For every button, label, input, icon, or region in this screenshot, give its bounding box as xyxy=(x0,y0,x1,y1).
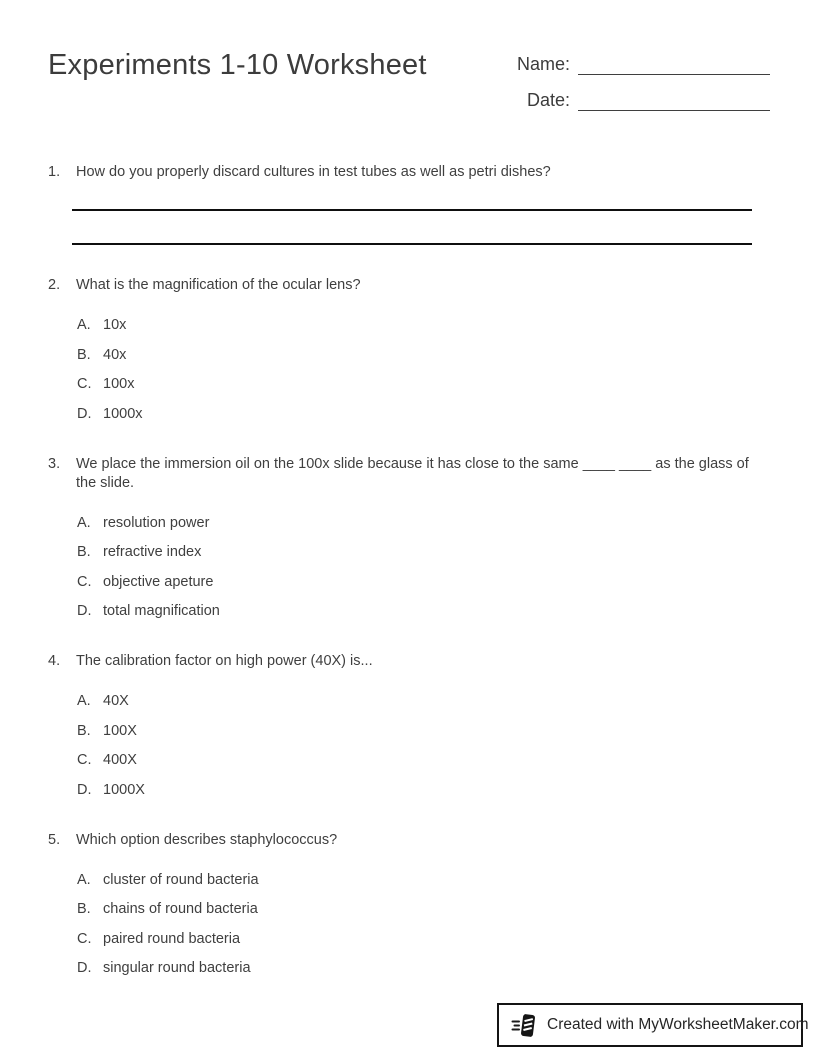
credit-text: Created with MyWorksheetMaker.com xyxy=(547,1016,809,1033)
date-blank-line xyxy=(578,85,770,111)
option-d xyxy=(77,602,768,621)
worksheet-header xyxy=(48,48,770,111)
option-text: 1000x xyxy=(103,405,143,422)
question-text: The calibration factor on high power (40X) is... xyxy=(76,653,373,669)
question-number: 2. xyxy=(48,277,61,293)
question-text: How do you properly discard cultures in test tubes as well as petri dishes? xyxy=(76,164,551,180)
option-c xyxy=(77,375,768,394)
option-text: objective apeture xyxy=(103,573,214,590)
option-letter: C. xyxy=(77,752,92,768)
option-text: 100X xyxy=(103,722,137,739)
option-letter: B. xyxy=(77,722,91,739)
option-text: 400X xyxy=(103,752,137,768)
options-list xyxy=(77,871,768,979)
question-number: 3. xyxy=(48,455,61,472)
question-number: 1. xyxy=(48,164,61,180)
option-text: 1000X xyxy=(103,781,145,798)
option-letter: D. xyxy=(77,603,92,619)
question-text: We place the immersion oil on the 100x slide because it has close to the same ____ ____ as the glass of the slide. xyxy=(76,455,749,491)
date-label: Date: xyxy=(526,90,570,110)
option-b xyxy=(77,900,768,919)
question-body xyxy=(76,652,768,800)
options-list xyxy=(77,692,768,800)
date-field-row xyxy=(508,84,770,111)
option-text: 40X xyxy=(103,693,129,709)
option-letter: C. xyxy=(77,376,92,392)
option-text: 40x xyxy=(103,346,127,363)
option-text: refractive index xyxy=(103,544,202,560)
question-4 xyxy=(48,652,768,800)
option-text: resolution power xyxy=(103,514,210,531)
option-text: paired round bacteria xyxy=(103,930,241,947)
option-text: total magnification xyxy=(103,603,220,619)
option-letter: C. xyxy=(77,930,92,947)
option-b xyxy=(77,722,768,741)
option-b xyxy=(77,543,768,562)
question-list xyxy=(48,163,768,978)
question-1 xyxy=(48,163,768,245)
options-list xyxy=(77,514,768,622)
option-letter: B. xyxy=(77,901,91,917)
name-field-row xyxy=(508,48,770,75)
option-letter: B. xyxy=(77,544,91,560)
option-b xyxy=(77,346,768,365)
question-3 xyxy=(48,455,768,622)
name-blank-line xyxy=(578,49,770,75)
option-letter: B. xyxy=(77,346,91,363)
myworksheetmaker-logo-icon xyxy=(511,1012,538,1039)
option-a xyxy=(77,692,768,711)
option-letter: A. xyxy=(77,514,91,531)
option-letter: D. xyxy=(77,960,92,976)
question-body xyxy=(76,163,768,245)
option-d xyxy=(77,781,768,800)
answer-write-line-1 xyxy=(72,209,752,211)
question-body xyxy=(76,276,768,424)
option-letter: A. xyxy=(77,871,91,888)
option-text: 10x xyxy=(103,317,127,333)
option-a xyxy=(77,871,768,890)
option-c xyxy=(77,751,768,770)
option-letter: A. xyxy=(77,317,91,333)
options-list xyxy=(77,316,768,424)
question-body xyxy=(76,455,768,622)
option-a xyxy=(77,316,768,335)
question-number: 5. xyxy=(48,831,61,848)
option-c xyxy=(77,573,768,592)
question-text: What is the magnification of the ocular lens? xyxy=(76,277,361,293)
page-title: Experiments 1-10 Worksheet xyxy=(48,49,427,81)
option-letter: D. xyxy=(77,405,92,422)
option-c xyxy=(77,930,768,949)
option-letter: D. xyxy=(77,781,92,798)
question-number: 4. xyxy=(48,653,61,669)
option-text: chains of round bacteria xyxy=(103,901,258,917)
option-letter: A. xyxy=(77,693,91,709)
credit-badge[interactable] xyxy=(497,1003,809,1047)
option-a xyxy=(77,514,768,533)
option-text: singular round bacteria xyxy=(103,960,251,976)
name-date-fields xyxy=(508,48,770,111)
question-body xyxy=(76,831,768,979)
question-5 xyxy=(48,831,768,979)
answer-write-line-2 xyxy=(72,243,752,245)
option-text: cluster of round bacteria xyxy=(103,871,259,888)
option-d xyxy=(77,405,768,424)
option-d xyxy=(77,959,768,978)
question-2 xyxy=(48,276,768,424)
name-label: Name: xyxy=(516,54,570,74)
option-text: 100x xyxy=(103,376,135,392)
question-text: Which option describes staphylococcus? xyxy=(76,831,338,848)
option-letter: C. xyxy=(77,573,92,590)
